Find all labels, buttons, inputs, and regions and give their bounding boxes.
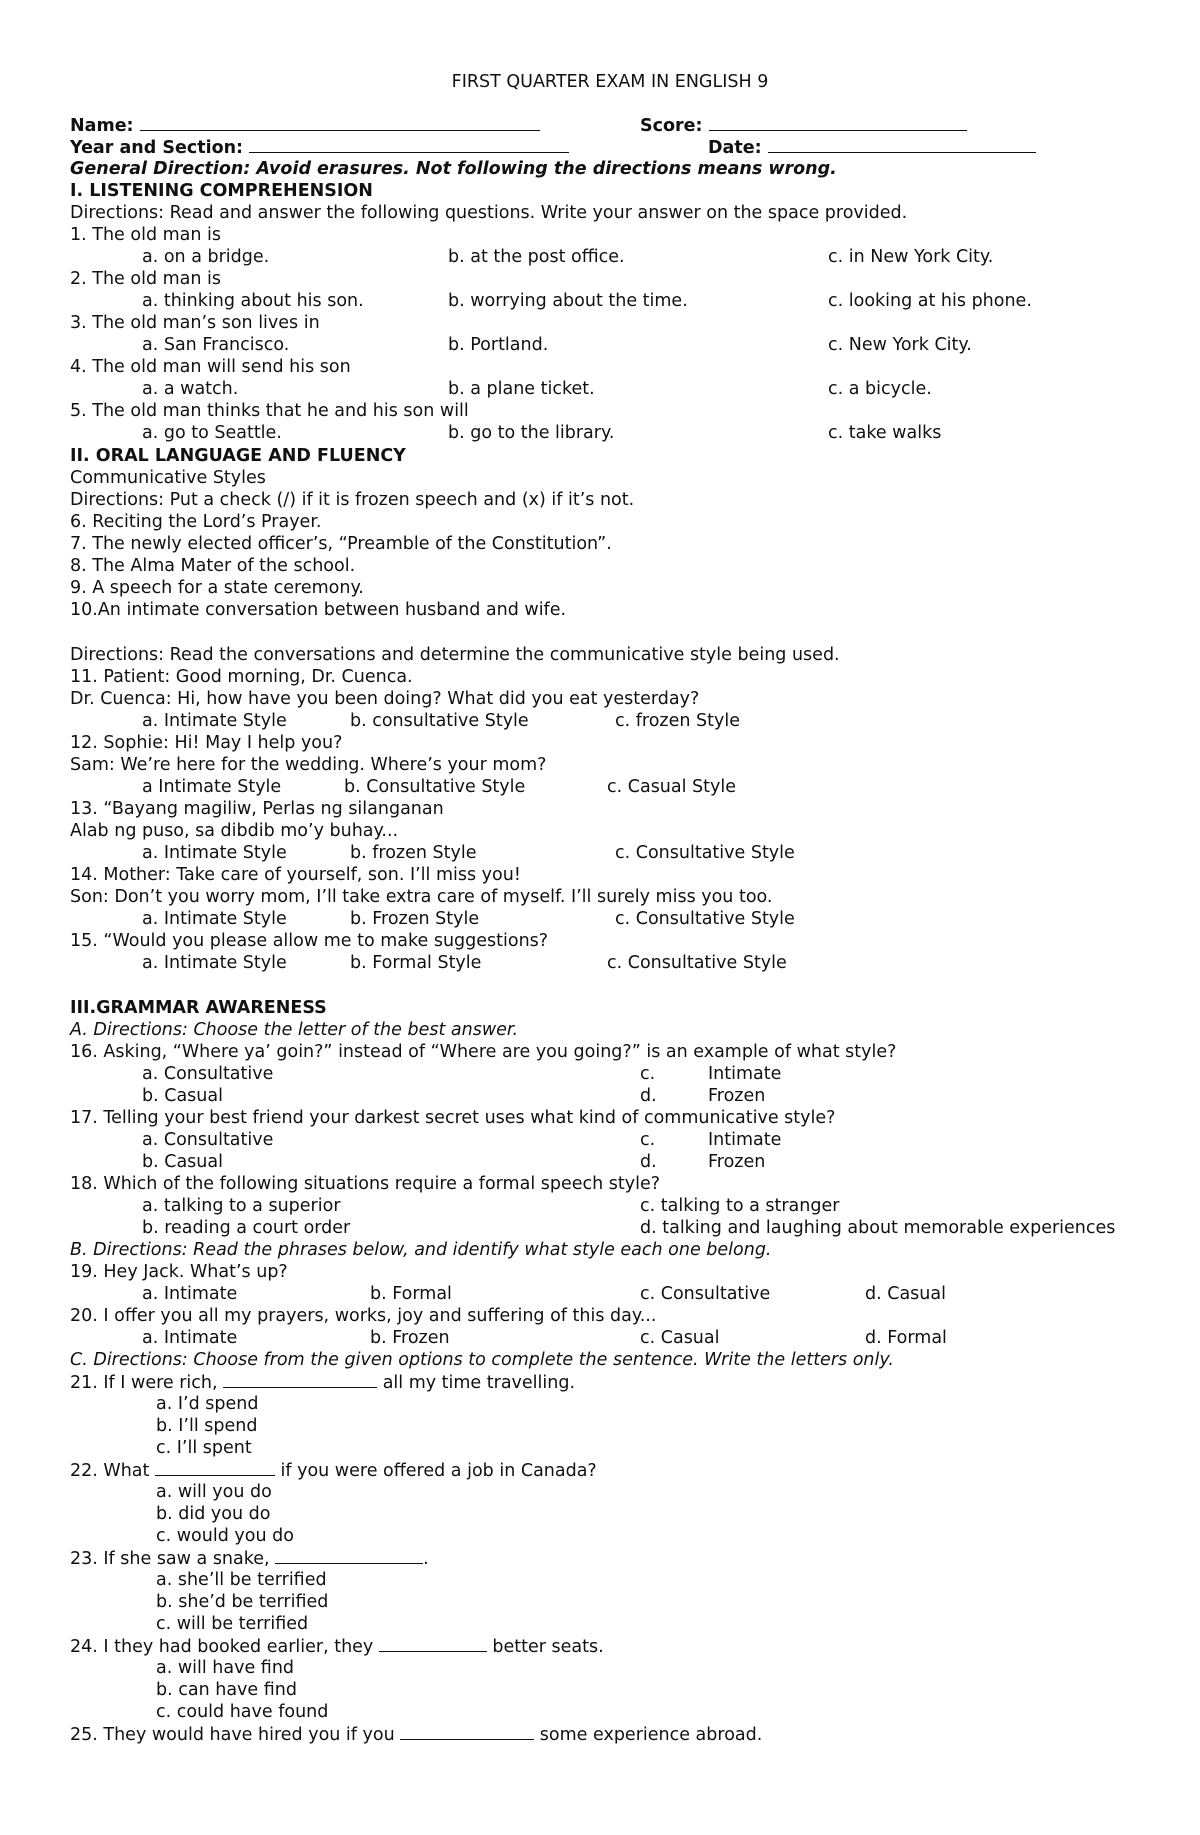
choice-a: a. Consultative xyxy=(142,1130,274,1150)
question-25 xyxy=(70,1723,762,1745)
choice-a: a. Intimate Style xyxy=(142,843,287,863)
choice-b: b. Frozen Style xyxy=(350,909,480,929)
choice-c: c. Casual xyxy=(640,1328,720,1348)
part2-directions-2: Directions: Read the conversations and determine the communicative style being used. xyxy=(70,645,840,665)
question-11-line1: 11. Patient: Good morning, Dr. Cuenca. xyxy=(70,667,413,687)
choice-a: a. a watch. xyxy=(142,379,239,399)
question-14-line2: Son: Don’t you worry mom, I’ll take extra care of myself. I’ll surely miss you too. xyxy=(70,887,773,907)
answer-blank[interactable] xyxy=(155,1459,275,1476)
question-18: 18. Which of the following situations require a formal speech style? xyxy=(70,1174,661,1194)
question-5: 5. The old man thinks that he and his son will xyxy=(70,401,469,421)
item-9: 9. A speech for a state ceremony. xyxy=(70,578,364,598)
name-row xyxy=(70,114,540,136)
question-text: some experience abroad. xyxy=(534,1725,763,1745)
choice-d-letter: d. xyxy=(640,1086,657,1106)
choice-a: a. Consultative xyxy=(142,1064,274,1084)
question-1: 1. The old man is xyxy=(70,225,222,245)
choice-a: a. on a bridge. xyxy=(142,247,270,267)
choice-b: b. can have find xyxy=(156,1680,297,1700)
choice-c: Intimate xyxy=(708,1064,782,1084)
choice-a: a. Intimate xyxy=(142,1284,238,1304)
part2-heading: II. ORAL LANGUAGE AND FLUENCY xyxy=(70,446,406,466)
year-section-label: Year and Section: xyxy=(70,138,244,158)
choices-20 xyxy=(70,1327,1150,1349)
choice-c: c. could have found xyxy=(156,1702,329,1722)
item-8: 8. The Alma Mater of the school. xyxy=(70,556,356,576)
part2-subheading: Communicative Styles xyxy=(70,468,266,488)
choice-b: b. worrying about the time. xyxy=(448,291,688,311)
choices-14 xyxy=(70,908,1150,930)
choice-b: b. frozen Style xyxy=(350,843,477,863)
year-section-row xyxy=(70,136,569,158)
choice-c-letter: c. xyxy=(640,1064,656,1084)
question-17: 17. Telling your best friend your darkest secret uses what kind of communicative style? xyxy=(70,1108,836,1128)
choice-a: a. Intimate xyxy=(142,1328,238,1348)
choice-b: b. Consultative Style xyxy=(344,777,526,797)
score-row xyxy=(640,114,967,136)
choice-c: c. would you do xyxy=(156,1526,294,1546)
choice-d: Frozen xyxy=(708,1086,766,1106)
choices-5 xyxy=(70,422,1150,444)
choice-b: b. Formal Style xyxy=(350,953,482,973)
choice-a: a. talking to a superior xyxy=(142,1196,341,1216)
question-23 xyxy=(70,1547,429,1569)
question-15-line1: 15. “Would you please allow me to make suggestions? xyxy=(70,931,549,951)
question-11-line2: Dr. Cuenca: Hi, how have you been doing? What did you eat yesterday? xyxy=(70,689,700,709)
choice-c: c. Casual Style xyxy=(607,777,737,797)
choice-c-letter: c. xyxy=(640,1130,656,1150)
choices-16-row2 xyxy=(70,1085,1150,1107)
choice-a: a. Intimate Style xyxy=(142,953,287,973)
question-text: 21. If I were rich, xyxy=(70,1373,224,1393)
choices-19 xyxy=(70,1283,1150,1305)
choice-c: c. in New York City. xyxy=(828,247,994,267)
choice-c: c. a bicycle. xyxy=(828,379,932,399)
part1-directions: Directions: Read and answer the following questions. Write your answer on the space provided. xyxy=(70,203,908,223)
choice-c: c. Consultative Style xyxy=(615,909,795,929)
answer-blank[interactable] xyxy=(379,1635,487,1652)
choice-a: a. go to Seattle. xyxy=(142,423,282,443)
choice-b: b. go to the library. xyxy=(448,423,615,443)
choice-c: c. frozen Style xyxy=(615,711,740,731)
choice-a: a. will you do xyxy=(156,1482,272,1502)
question-16: 16. Asking, “Where ya’ goin?” instead of “Where are you going?” is an example of what style? xyxy=(70,1042,897,1062)
choices-4 xyxy=(70,378,1150,400)
choice-d: d. Casual xyxy=(865,1284,946,1304)
choices-13 xyxy=(70,842,1150,864)
choice-b: b. did you do xyxy=(156,1504,271,1524)
choice-a: a. Intimate Style xyxy=(142,909,287,929)
choice-d-letter: d. xyxy=(640,1152,657,1172)
part2-directions-1: Directions: Put a check (/) if it is frozen speech and (x) if it’s not. xyxy=(70,490,635,510)
choice-c: c. looking at his phone. xyxy=(828,291,1032,311)
part3-directions-c: C. Directions: Choose from the given options to complete the sentence. Write the letters only. xyxy=(70,1350,894,1370)
name-field[interactable] xyxy=(140,114,540,131)
part3-heading: III.GRAMMAR AWARENESS xyxy=(70,998,327,1018)
question-19: 19. Hey Jack. What’s up? xyxy=(70,1262,288,1282)
question-text: 25. They would have hired you if you xyxy=(70,1725,401,1745)
choices-11 xyxy=(70,710,1150,732)
choice-c: c. talking to a stranger xyxy=(640,1196,840,1216)
date-field[interactable] xyxy=(768,136,1036,153)
answer-blank[interactable] xyxy=(400,1723,534,1740)
question-text: better seats. xyxy=(486,1637,604,1657)
choice-b: b. Frozen xyxy=(370,1328,450,1348)
question-12-line2: Sam: We’re here for the wedding. Where’s your mom? xyxy=(70,755,547,775)
exam-title: FIRST QUARTER EXAM IN ENGLISH 9 xyxy=(451,72,769,92)
choice-a: a. will have find xyxy=(156,1658,295,1678)
choice-d: Frozen xyxy=(708,1152,766,1172)
question-13-line2: Alab ng puso, sa dibdib mo’y buhay... xyxy=(70,821,399,841)
choice-c: c. Consultative xyxy=(640,1284,771,1304)
year-section-field[interactable] xyxy=(249,136,569,153)
question-24 xyxy=(70,1635,604,1657)
choice-b: b. Formal xyxy=(370,1284,452,1304)
choice-b: b. consultative Style xyxy=(350,711,529,731)
question-text: . xyxy=(423,1549,429,1569)
choice-a: a. she’ll be terrified xyxy=(156,1570,327,1590)
choices-17-row1 xyxy=(70,1129,1150,1151)
choice-b: b. Casual xyxy=(142,1086,223,1106)
question-text: 22. What xyxy=(70,1461,155,1481)
part3-directions-b: B. Directions: Read the phrases below, and identify what style each one belong. xyxy=(70,1240,772,1260)
question-text: if you were offered a job in Canada? xyxy=(274,1461,597,1481)
choices-18-row1 xyxy=(70,1195,1150,1217)
item-7: 7. The newly elected officer’s, “Preamble of the Constitution”. xyxy=(70,534,612,554)
question-20: 20. I offer you all my prayers, works, joy and suffering of this day... xyxy=(70,1306,657,1326)
choice-c: c. Consultative Style xyxy=(607,953,787,973)
score-field[interactable] xyxy=(709,114,967,131)
item-6: 6. Reciting the Lord’s Prayer. xyxy=(70,512,322,532)
choice-c: c. Consultative Style xyxy=(615,843,795,863)
choice-a: a. thinking about his son. xyxy=(142,291,364,311)
choice-a: a. I’d spend xyxy=(156,1394,259,1414)
general-direction: General Direction: Avoid erasures. Not following the directions means wrong. xyxy=(70,159,837,179)
question-13-line1: 13. “Bayang magiliw, Perlas ng silanganan xyxy=(70,799,444,819)
question-3: 3. The old man’s son lives in xyxy=(70,313,320,333)
question-text: 23. If she saw a snake, xyxy=(70,1549,276,1569)
question-text: all my time travelling. xyxy=(377,1373,576,1393)
choice-b: b. a plane ticket. xyxy=(448,379,595,399)
choice-c: c. take walks xyxy=(828,423,942,443)
part1-heading: I. LISTENING COMPREHENSION xyxy=(70,181,373,201)
question-12-line1: 12. Sophie: Hi! May I help you? xyxy=(70,733,343,753)
choices-3 xyxy=(70,334,1150,356)
question-22 xyxy=(70,1459,597,1481)
part3-directions-a: A. Directions: Choose the letter of the best answer. xyxy=(70,1020,519,1040)
name-label: Name: xyxy=(70,116,134,136)
choice-c: c. will be terrified xyxy=(156,1614,309,1634)
choices-18-row2 xyxy=(70,1217,1150,1239)
answer-blank[interactable] xyxy=(223,1371,377,1388)
choice-c: c. I’ll spent xyxy=(156,1438,252,1458)
choice-b: b. at the post office. xyxy=(448,247,625,267)
choices-15 xyxy=(70,952,1150,974)
question-4: 4. The old man will send his son xyxy=(70,357,351,377)
choice-d: d. Formal xyxy=(865,1328,947,1348)
question-21 xyxy=(70,1371,575,1393)
choice-a: a Intimate Style xyxy=(142,777,282,797)
choice-a: a. San Francisco. xyxy=(142,335,290,355)
choice-c: Intimate xyxy=(708,1130,782,1150)
choice-c: c. New York City. xyxy=(828,335,972,355)
choice-b: b. Portland. xyxy=(448,335,549,355)
score-label: Score: xyxy=(640,116,703,136)
choices-2 xyxy=(70,290,1150,312)
choices-17-row2 xyxy=(70,1151,1150,1173)
item-10: 10.An intimate conversation between husband and wife. xyxy=(70,600,567,620)
date-row xyxy=(708,136,1036,158)
choice-b: b. she’d be terrified xyxy=(156,1592,329,1612)
choice-a: a. Intimate Style xyxy=(142,711,287,731)
choice-d: d. talking and laughing about memorable experiences xyxy=(640,1218,1116,1238)
choice-b: b. I’ll spend xyxy=(156,1416,258,1436)
choice-b: b. reading a court order xyxy=(142,1218,351,1238)
question-2: 2. The old man is xyxy=(70,269,222,289)
choices-12 xyxy=(70,776,1150,798)
question-text: 24. I they had booked earlier, they xyxy=(70,1637,379,1657)
question-14-line1: 14. Mother: Take care of yourself, son. I’ll miss you! xyxy=(70,865,521,885)
date-label: Date: xyxy=(708,138,762,158)
choice-b: b. Casual xyxy=(142,1152,223,1172)
answer-blank[interactable] xyxy=(275,1547,423,1564)
choices-1 xyxy=(70,246,1150,268)
choices-16-row1 xyxy=(70,1063,1150,1085)
